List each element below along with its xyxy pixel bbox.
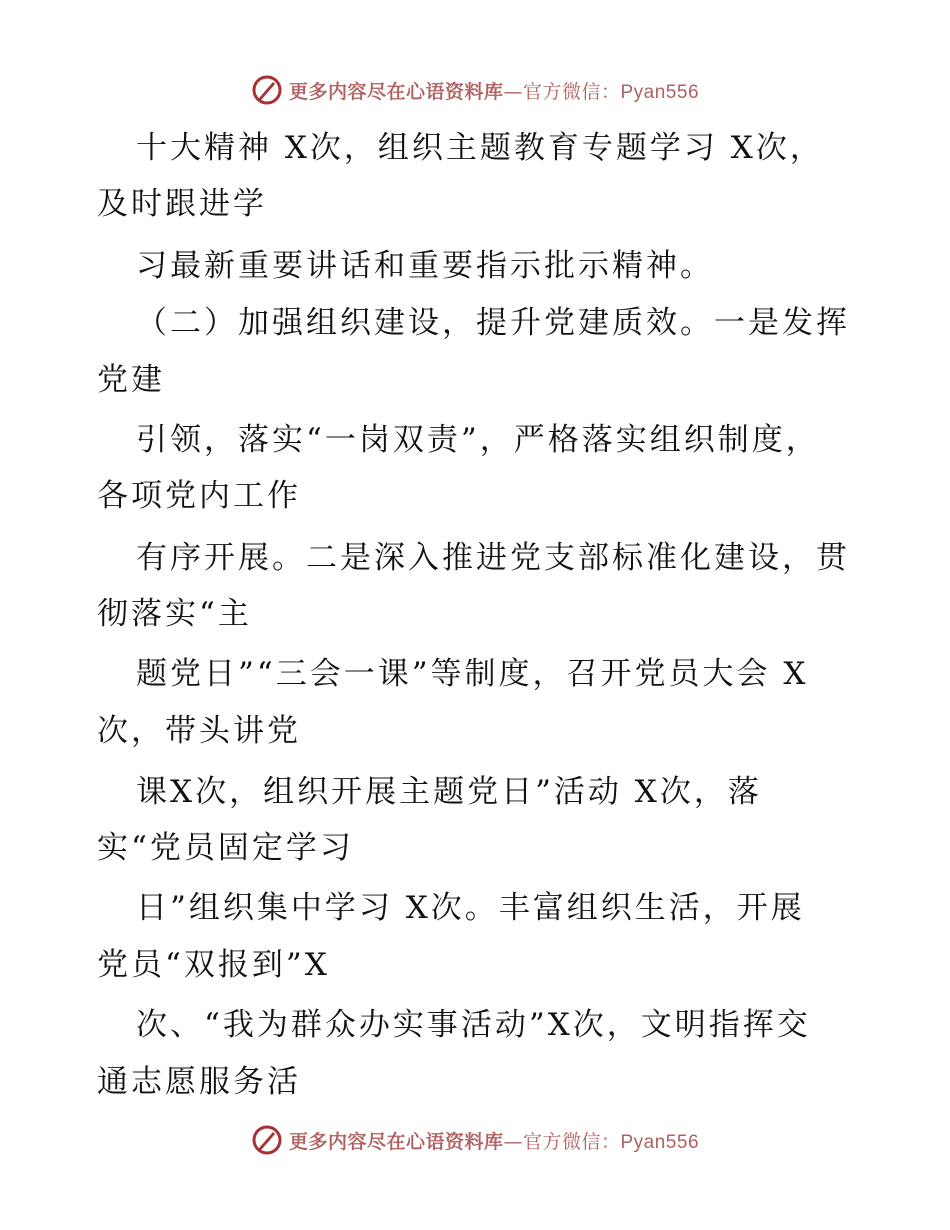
feather-pen-logo-icon (251, 74, 283, 106)
text-line-6: 引领，落实“一岗双责”，严格落实组织制度， (136, 422, 820, 458)
text-line-13: 实“党员固定学习 (97, 830, 354, 866)
watermark-site-name: 更多内容尽在心语资料库 (288, 1130, 504, 1153)
text-line-11: 次，带头讲党 (97, 713, 301, 749)
text-line-15: 党员“双报到”X (97, 947, 330, 983)
text-line-1: 十大精神 X次，组织主题教育专题学习 X次， (136, 130, 824, 166)
text-line-4: （二）加强组织建设，提升党建质效。一是发挥 (136, 305, 850, 341)
watermark-content (251, 74, 699, 106)
watermark-dash: — (503, 1130, 523, 1153)
text-line-17: 通志愿服务活 (97, 1064, 301, 1100)
watermark-content (251, 1124, 699, 1156)
text-line-8: 有序开展。二是深入推进党支部标准化建设，贯 (136, 540, 850, 576)
text-line-2: 及时跟进学 (97, 186, 267, 222)
footer-watermark-banner (0, 1120, 950, 1160)
text-line-10: 题党日”“三会一课”等制度，召开党员大会 X (136, 656, 809, 692)
text-line-12: 课X次，组织开展主题党日”活动 X次，落 (136, 774, 762, 810)
watermark-dash: — (503, 80, 523, 103)
watermark-wechat-id: Pyan556 (620, 81, 700, 103)
text-line-16: 次、“我为群众办实事活动”X次，文明指挥交 (136, 1007, 811, 1043)
watermark-text (289, 1127, 699, 1154)
text-line-9: 彻落实“主 (97, 596, 252, 632)
watermark-official-label: 官方微信： (522, 80, 621, 103)
feather-pen-logo-icon (251, 1124, 283, 1156)
text-line-7: 各项党内工作 (97, 478, 301, 514)
text-line-14: 日”组织集中学习 X次。丰富组织生活，开展 (136, 890, 805, 926)
header-watermark-banner (0, 70, 950, 110)
text-line-5: 党建 (97, 362, 165, 398)
text-line-3: 习最新重要讲话和重要指示批示精神。 (136, 248, 714, 284)
watermark-wechat-id: Pyan556 (620, 1131, 700, 1153)
watermark-official-label: 官方微信： (522, 1130, 621, 1153)
watermark-site-name: 更多内容尽在心语资料库 (288, 80, 504, 103)
watermark-text (289, 77, 699, 104)
